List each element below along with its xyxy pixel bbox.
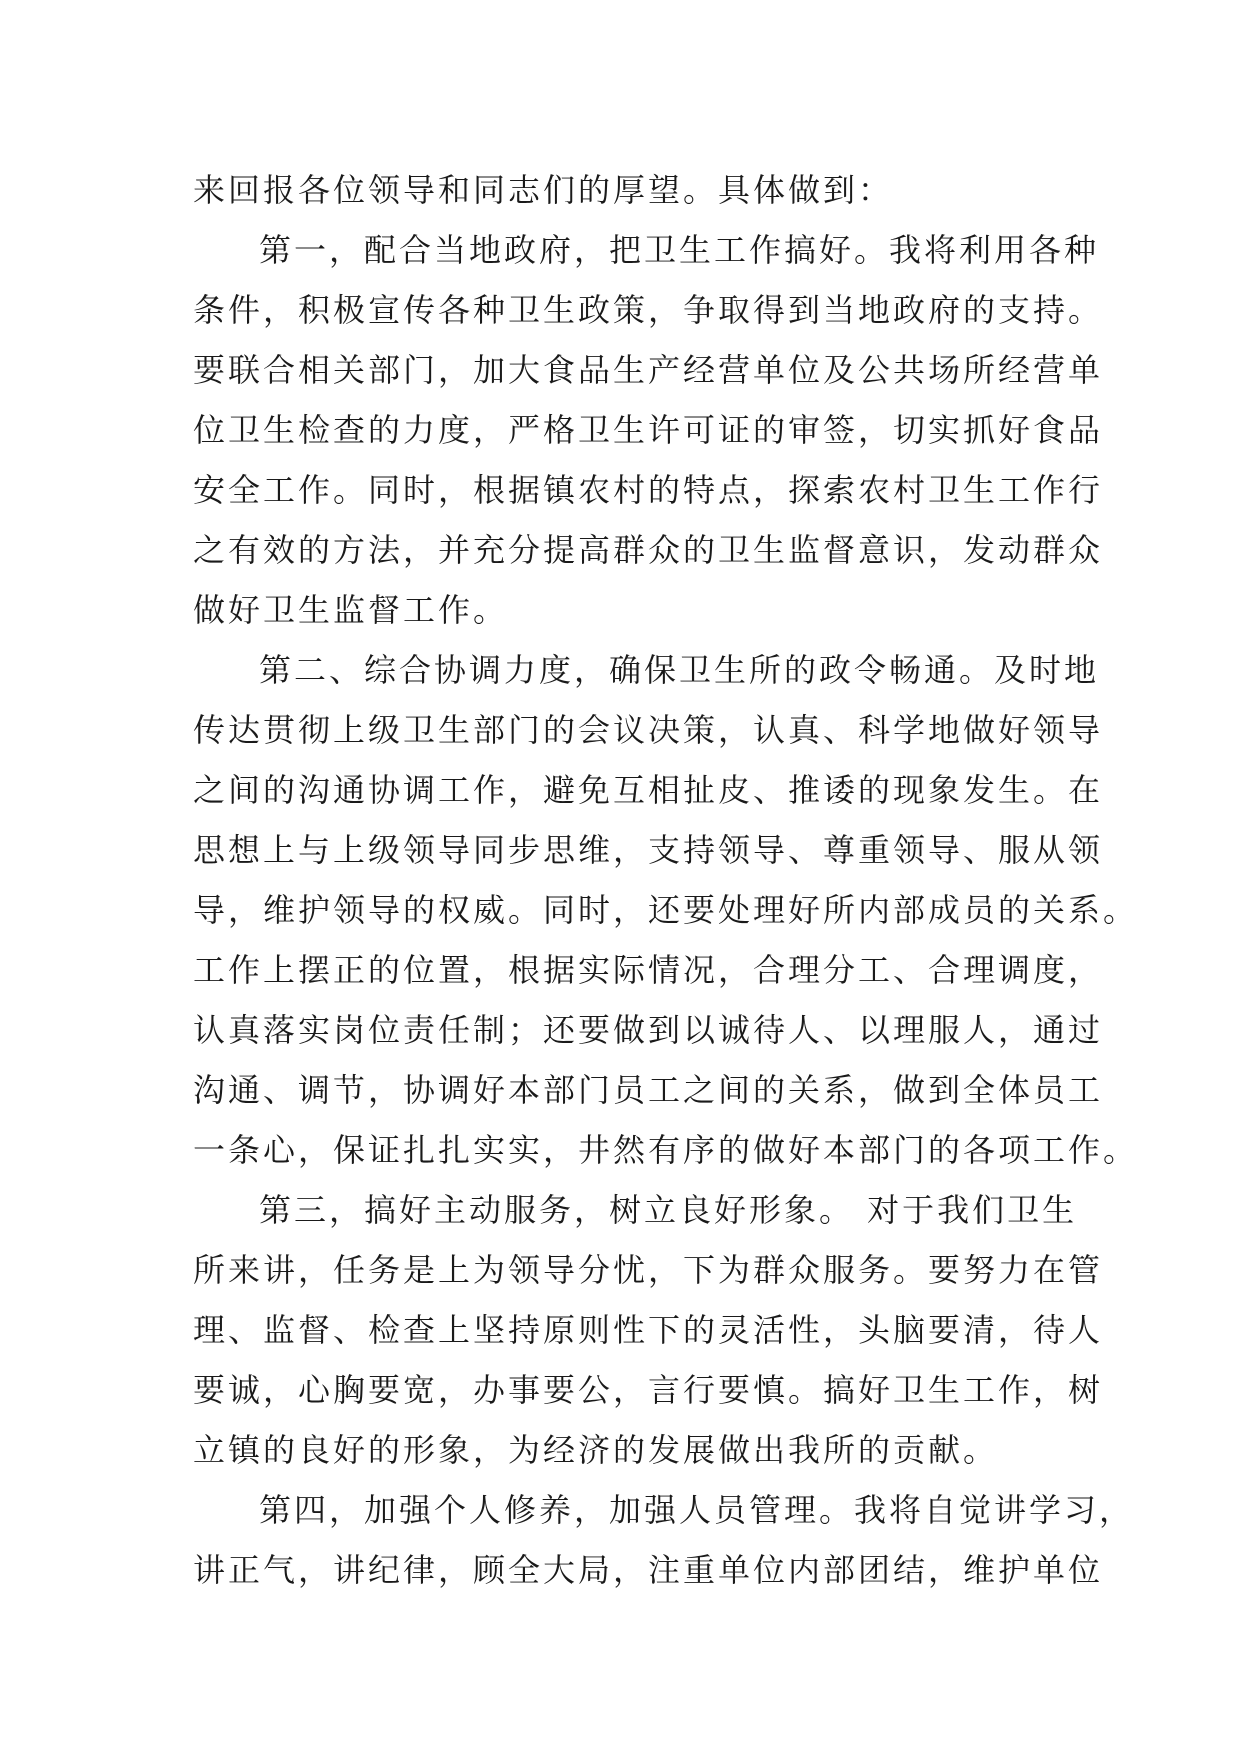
text-line: 讲正气，讲纪律，顾全大局，注重单位内部团结，维护单位	[193, 1551, 1104, 1589]
text-line: 要联合相关部门，加大食品生产经营单位及公共场所经营单	[193, 351, 1104, 389]
text-line: 传达贯彻上级卫生部门的会议决策，认真、科学地做好领导	[193, 711, 1104, 749]
paragraph-start-line: 第四，加强个人修养，加强人员管理。我将自觉讲学习，	[259, 1491, 1135, 1529]
text-line: 一条心，保证扎扎实实，井然有序的做好本部门的各项工作。	[193, 1131, 1139, 1169]
text-line: 工作上摆正的位置，根据实际情况，合理分工、合理调度，	[193, 951, 1104, 989]
text-line: 来回报各位领导和同志们的厚望。具体做到：	[193, 171, 894, 209]
paragraph-start-line: 第一，配合当地政府，把卫生工作搞好。我将利用各种	[259, 231, 1100, 269]
text-line: 沟通、调节，协调好本部门员工之间的关系，做到全体员工	[193, 1071, 1104, 1109]
text-line: 条件，积极宣传各种卫生政策，争取得到当地政府的支持。	[193, 291, 1104, 329]
text-line: 之有效的方法，并充分提高群众的卫生监督意识，发动群众	[193, 531, 1104, 569]
text-line: 思想上与上级领导同步思维，支持领导、尊重领导、服从领	[193, 831, 1104, 869]
text-line: 立镇的良好的形象，为经济的发展做出我所的贡献。	[193, 1431, 999, 1469]
text-line: 认真落实岗位责任制；还要做到以诚待人、以理服人，通过	[193, 1011, 1104, 1049]
text-line: 安全工作。同时，根据镇农村的特点，探索农村卫生工作行	[193, 471, 1104, 509]
text-line: 做好卫生监督工作。	[193, 591, 509, 629]
text-line: 理、监督、检查上坚持原则性下的灵活性，头脑要清，待人	[193, 1311, 1104, 1349]
text-line: 之间的沟通协调工作，避免互相扯皮、推诿的现象发生。在	[193, 771, 1104, 809]
paragraph-start-line: 第三，搞好主动服务，树立良好形象。 对于我们卫生	[259, 1191, 1078, 1229]
text-line: 要诚，心胸要宽，办事要公，言行要慎。搞好卫生工作，树	[193, 1371, 1104, 1409]
text-line: 导，维护领导的权威。同时，还要处理好所内部成员的关系。	[193, 891, 1139, 929]
document-body	[193, 160, 1139, 1600]
text-line: 位卫生检查的力度，严格卫生许可证的审签，切实抓好食品	[193, 411, 1104, 449]
text-line: 所来讲，任务是上为领导分忧，下为群众服务。要努力在管	[193, 1251, 1104, 1289]
paragraph-start-line: 第二、综合协调力度，确保卫生所的政令畅通。及时地	[259, 651, 1100, 689]
